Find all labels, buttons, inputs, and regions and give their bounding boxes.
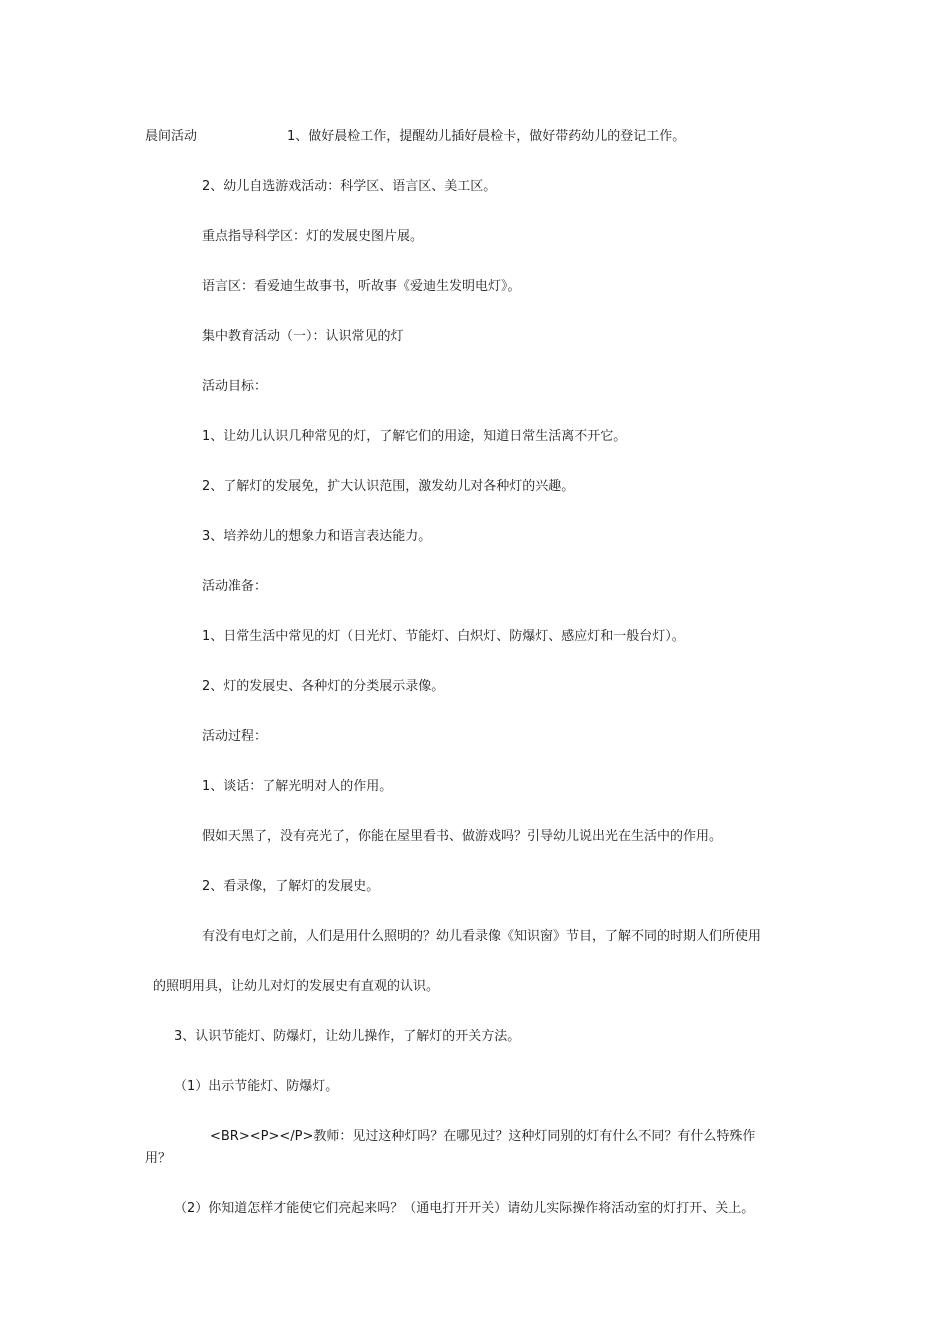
preparation-1: 1、日常生活中常见的灯（日光灯、节能灯、白炽灯、防爆灯、感应灯和一般台灯）。	[202, 629, 685, 644]
process-step-1: 1、谈话：了解光明对人的作用。	[202, 779, 393, 794]
morning-activity-item-2: 2、幼儿自选游戏活动：科学区、语言区、美工区。	[202, 179, 497, 194]
process-heading: 活动过程：	[202, 729, 268, 744]
process-step-2-detail: 有没有电灯之前，人们是用什么照明的？幼儿看录像《知识窗》节目，了解不同的时期人们所使用	[202, 929, 762, 944]
activity-title: 集中教育活动（一）：认识常见的灯	[202, 329, 404, 344]
preparation-2: 2、灯的发展史、各种灯的分类展示录像。	[202, 679, 445, 694]
goals-heading: 活动目标：	[202, 379, 268, 394]
process-step-3: 3、认识节能灯、防爆灯，让幼儿操作，了解灯的开关方法。	[174, 1029, 521, 1044]
process-step-3-sub-1: （1）出示节能灯、防爆灯。	[174, 1079, 339, 1094]
process-step-2: 2、看录像，了解灯的发展史。	[202, 879, 380, 894]
teacher-question: <BR><P></P>教师：见过这种灯吗？在哪见过？这种灯同别的灯有什么不同？有什么特殊作	[210, 1129, 756, 1144]
process-step-3-sub-2: （2）你知道怎样才能使它们亮起来吗？（通电打开开关）请幼儿实际操作将活动室的灯打开、关上。	[174, 1201, 755, 1216]
science-area-guidance: 重点指导科学区：灯的发展史图片展。	[202, 229, 424, 244]
teacher-question-cont: 用？	[145, 1151, 172, 1166]
process-step-1-detail: 假如天黑了，没有亮光了，你能在屋里看书、做游戏吗？引导幼儿说出光在生活中的作用。	[202, 829, 723, 844]
goal-2: 2、了解灯的发展免，扩大认识范围，激发幼儿对各种灯的兴趣。	[202, 479, 575, 494]
language-area-note: 语言区：看爱迪生故事书，听故事《爱迪生发明电灯》。	[202, 279, 521, 294]
goal-1: 1、让幼儿认识几种常见的灯，了解它们的用途，知道日常生活离不开它。	[202, 429, 627, 444]
preparation-heading: 活动准备：	[202, 579, 268, 594]
process-step-2-detail-cont: 的照明用具，让幼儿对灯的发展史有直观的认识。	[153, 979, 440, 994]
morning-activity-label: 晨间活动	[145, 129, 198, 144]
morning-activity-item-1: 1、做好晨检工作，提醒幼儿插好晨检卡，做好带药幼儿的登记工作。	[287, 129, 686, 144]
goal-3: 3、培养幼儿的想象力和语言表达能力。	[202, 529, 432, 544]
